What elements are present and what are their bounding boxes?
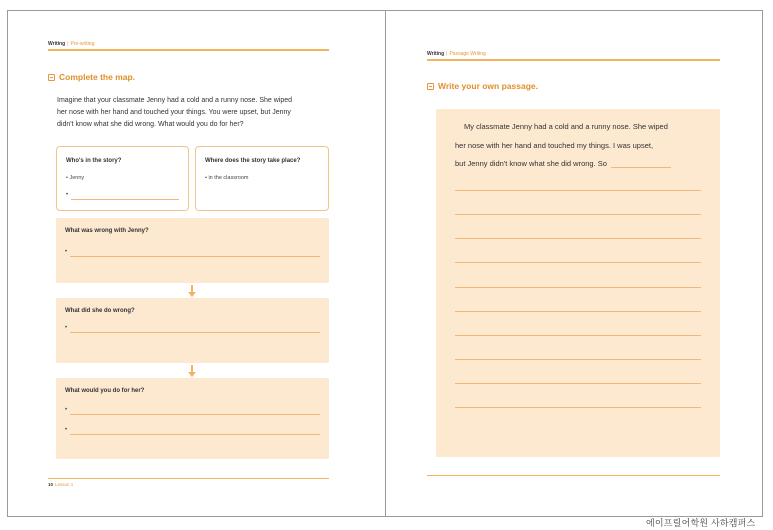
passage-blank-line[interactable] [611,167,671,168]
watermark-credit: 에이프릴어학원 사하캠퍼스 [646,518,756,528]
left-page [8,11,385,516]
writing-line[interactable] [455,335,701,336]
writing-line[interactable] [455,383,701,384]
where-question: Where does the story take place? [205,158,301,164]
section-title-text: Write your own passage. [438,81,538,91]
what-wrong-box [56,218,329,283]
who-item-bullet: • [66,192,69,198]
who-item-jenny: • Jenny [66,175,85,181]
section-title-text: Complete the map. [59,72,136,82]
header-section: Writing [48,41,66,47]
prompt-line: Imagine that your classmate Jenny had a cold and a runny nose. She wiped [57,97,293,104]
passage-line-last [455,155,671,174]
what-would-question: What would you do for her? [65,388,145,394]
book-spread [7,10,763,517]
right-page [385,11,763,516]
prompt-line: didn't know what she did wrong. What would you do for her? [57,121,244,128]
footer-rule [48,478,329,479]
header-rule [48,49,329,51]
what-would-answer-line[interactable] [70,434,320,435]
header-subsection: Passage Writing [449,51,486,57]
who-answer-line[interactable] [71,199,179,200]
what-did-answer-line[interactable] [70,332,320,333]
header-separator: | [67,41,69,47]
passage-line: her nose with her hand and touched my things. I was upset, [455,140,654,150]
down-arrow-icon [188,285,196,297]
writing-line[interactable] [455,214,701,215]
down-arrow-icon [188,365,196,377]
right-page-header [427,51,486,57]
passage-text [455,118,671,174]
passage-line: My classmate Jenny had a cold and a runny nose. She wiped [464,122,668,131]
what-would-bullet: • [65,407,68,413]
prompt-line: her nose with her hand and touched your things. You were upset, but Jenny [57,109,291,116]
header-rule [427,59,720,61]
writing-line[interactable] [455,262,701,263]
writing-line[interactable] [455,287,701,288]
what-did-bullet: • [65,325,68,331]
lesson-label: Lesson 1 [55,482,74,487]
footer-rule [427,475,720,476]
what-wrong-question: What was wrong with Jenny? [65,228,149,234]
section-title-write-passage [427,81,538,91]
square-bullet-icon [427,83,434,90]
passage-writing-box [436,109,720,457]
section-title-complete-map [48,72,135,82]
writing-line[interactable] [455,238,701,239]
header-section: Writing [427,51,445,57]
who-question: Who's in the story? [66,158,122,164]
left-page-footer [48,482,73,487]
what-wrong-bullet: • [65,249,68,255]
what-did-box [56,298,329,363]
what-did-question: What did she do wrong? [65,308,135,314]
where-box [195,146,329,211]
what-would-box [56,378,329,459]
writing-line[interactable] [455,407,701,408]
prompt-text [57,95,292,131]
writing-line[interactable] [455,359,701,360]
what-wrong-answer-line[interactable] [70,256,320,257]
what-would-bullet: • [65,427,68,433]
writing-line[interactable] [455,190,701,191]
page-number: 10 [48,482,54,487]
where-item: • in the classroom [205,175,249,181]
passage-line-text: but Jenny didn't know what she did wrong. So [455,159,607,168]
who-box [56,146,189,211]
header-separator: | [446,51,448,57]
header-subsection: Pre-writing [70,41,95,47]
left-page-header [48,41,94,47]
what-would-answer-line[interactable] [70,414,320,415]
square-bullet-icon [48,74,55,81]
writing-line[interactable] [455,311,701,312]
